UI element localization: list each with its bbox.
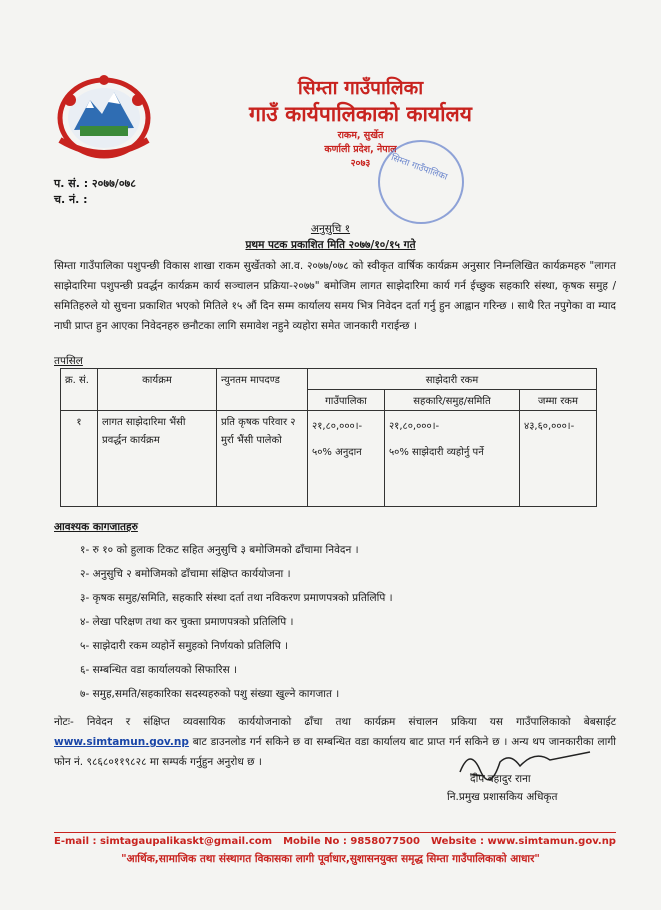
table-header-row [61, 369, 597, 390]
note-prefix: नोटः- निवेदन र संक्षिप्त व्यवसायिक कार्ययोजनाको ढाँचा तथा कार्यक्रम संचालन प्रकिया यस गाउँपालिकाको बेबसाईट [54, 716, 616, 728]
row-total-amount: ४३,६०,०००।- [524, 421, 575, 432]
list-item: १- रु १० को हुलाक टिकट सहित अनुसुचि ३ बमोजिमको ढाँचामा निवेदन । [80, 544, 359, 556]
row-sahakari-amount: २१,८०,०००।- [388, 421, 440, 432]
row-sahakari [384, 411, 519, 507]
office-address-line2: कर्णाली प्रदेश, नेपाल [324, 144, 397, 155]
footer-website[interactable]: Website : www.simtamun.gov.np [430, 836, 616, 847]
office-stamp [378, 140, 464, 224]
row-gaupalika [308, 411, 385, 507]
row-total [520, 411, 597, 507]
reference-number: प. सं. : २०७७/०७८ [54, 177, 136, 190]
row-sahakari-percent: ५०% साझेदारी व्यहोर्नु पर्ने [388, 447, 484, 458]
list-item: ५- साझेदारी रकम व्यहोर्ने समुहको निर्णयको प्रतिलिपि । [80, 640, 289, 652]
requirements-list [80, 540, 393, 708]
header-gaupalika: गाउँपालिका [308, 390, 385, 411]
header-total: जम्मा रकम [520, 390, 597, 411]
list-item: ३- कृषक समुह/समिति, सहकारि संस्था दर्ता तथा नविकरण प्रमाणपत्रको प्रतिलिपि । [80, 592, 393, 604]
list-item: ७- समुह,समति/सहकारिका सदस्यहरुको पशु संख्या खुल्ने कागजात । [80, 688, 340, 700]
header-sahakari: सहकारि/समुह/समिति [384, 390, 519, 411]
notice-paragraph: सिम्ता गाउँपालिका पशुपन्छी विकास शाखा राकम सुर्खेतको आ.व. २०७७/०७८ को स्वीकृत वार्षिक कार्यक्रम अनुसार निम्नलिखित कार्यक्रमहरु "लागत साझेदारिमा पशुपन्छी प्रवर्द्धन कार्यक्रम कार्य सञ्चालन प्रक्रिया-२०७७" बमोजिम लागत साझेदारिमा कार्य गर्न ईच्छुक सहकारि संस्था, कृषक समुह / समितिहरुले यो सुचना प्रकाशित भएको मितिले १५ औं दिन सम्म कार्यालय समय भित्र निवेदन दर्ता गर्नु हुन आह्वान गरिन्छ । साथै रित नपुगेका वा म्याद नाघी प्राप्त हुन आएका निवेदनहरु छनौटका लागि समावेश नहुने व्यहोरा समेत जानकारी गराईन्छ । [54, 260, 616, 332]
header-sn: क्र. सं. [61, 369, 98, 411]
row-sn: १ [61, 411, 98, 507]
municipality-name: सिम्ता गाउँपालिका [297, 77, 424, 99]
footer-email[interactable]: E-mail : simtagaupalikaskt@gmail.com [54, 836, 273, 847]
published-date: प्रथम पटक प्रकाशित मिति २०७७/१०/१५ गते [245, 239, 416, 251]
annex-title: अनुसुचि १ [310, 223, 351, 235]
row-gaupalika-amount: २१,८०,०००।- [312, 421, 363, 432]
header-program: कार्यक्रम [98, 369, 217, 411]
dispatch-number: च. नं. : [54, 193, 88, 206]
details-heading: तपसिल [54, 355, 83, 367]
header-criteria: न्युनतम मापदण्ड [217, 369, 308, 411]
office-stamp-text: सिम्ता गाउँपालिका [389, 153, 449, 183]
signer-designation: नि.प्रमुख प्रशासकिय अधिकृत [447, 791, 558, 803]
footer-motto: "आर्थिक,सामाजिक तथा संस्थागत विकासका लागी पूर्वाधार,सुशासनयुक्त समृद्ध सिम्ता गाउँपालिकाको आधार" [121, 853, 540, 865]
footer-mobile: Mobile No : 9858077500 [283, 836, 420, 847]
requirements-heading: आवश्यक कागजातहरु [54, 521, 138, 533]
office-address-line3: २०७३ [350, 158, 371, 169]
row-gaupalika-percent: ५०% अनुदान [312, 447, 362, 458]
table-row [61, 411, 597, 507]
office-name: गाउँ कार्यपालिकाको कार्यालय [249, 102, 472, 126]
note-suffix: बाट डाउनलोड गर्न सकिने छ वा सम्बन्धित वडा कार्यालय बाट प्राप्त गर्न सकिने छ । अन्य थप जानकारीका लागी फोन नं. ९८६८०११९८२८ मा सम्पर्क गर्नुहुन अनुरोध छ । [54, 736, 616, 768]
signer-name: दीप बहादुर राना [470, 773, 531, 785]
website-link[interactable]: www.simtamun.gov.np [54, 736, 189, 748]
program-table [60, 368, 597, 507]
row-program: लागत साझेदारिमा भैंसी प्रवर्द्धन कार्यक्रम [98, 411, 217, 507]
header-amount: साझेदारी रकम [308, 369, 597, 390]
list-item: ४- लेखा परिक्षण तथा कर चुक्ता प्रमाणपत्रको प्रतिलिपि । [80, 616, 294, 628]
office-address-line1: राकम, सुर्खेत [337, 130, 384, 141]
row-criteria: प्रति कृषक परिवार २ मुर्रा भैंसी पालेको [217, 411, 308, 507]
list-item: २- अनुसुचि २ बमोजिमको ढाँचामा संक्षिप्त कार्ययोजना । [80, 568, 291, 580]
footer-divider [54, 832, 616, 833]
footer-contact [54, 836, 616, 847]
list-item: ६- सम्बन्धित वडा कार्यालयको सिफारिस । [80, 664, 237, 676]
